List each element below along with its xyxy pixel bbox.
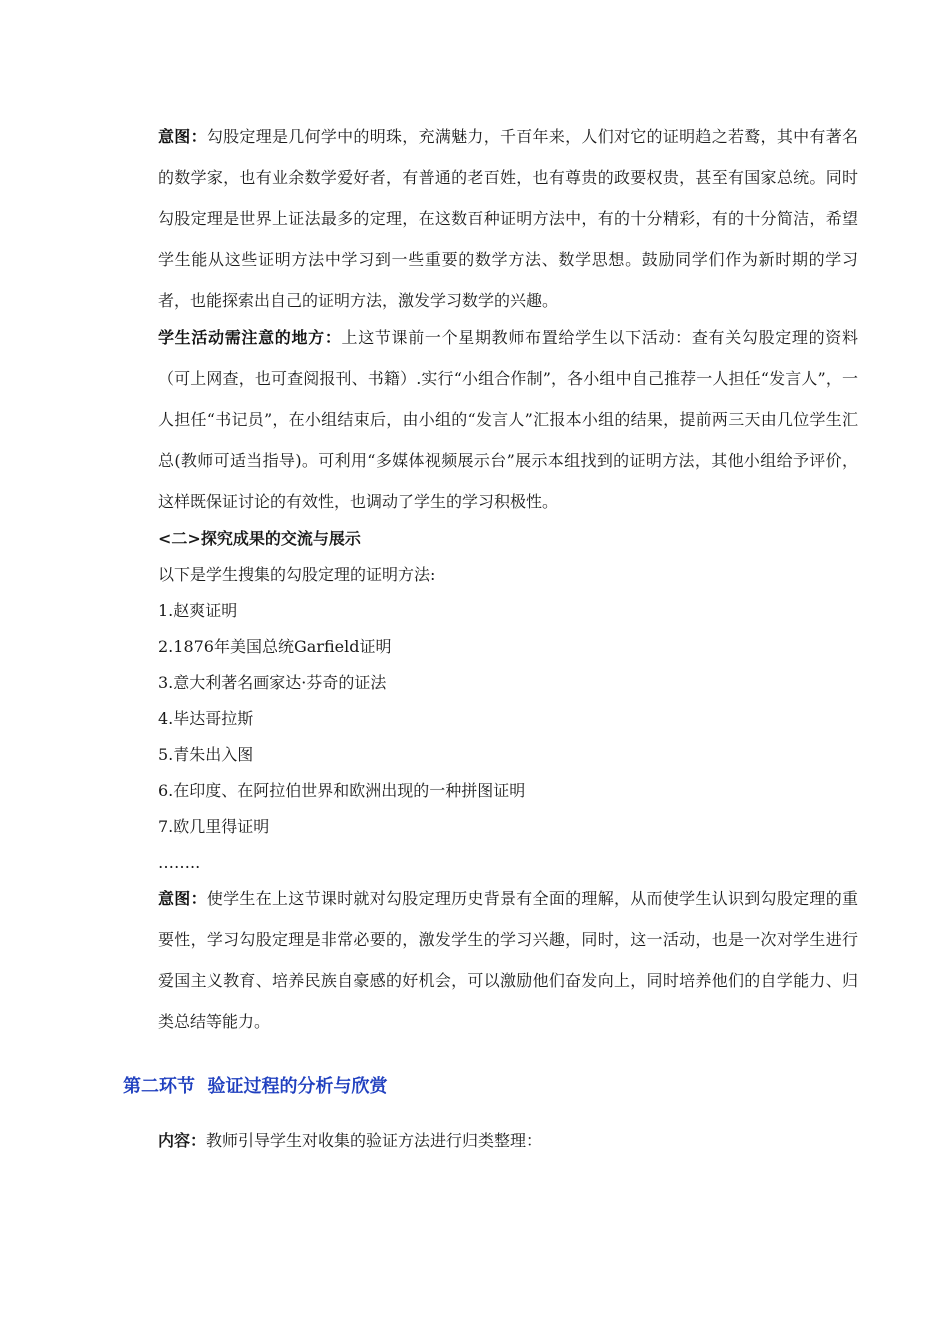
method-item: 7.欧几里得证明 — [158, 817, 270, 836]
method-item: 1.赵爽证明 — [158, 601, 238, 620]
activity-note-paragraph — [158, 317, 858, 522]
method-item: 3.意大利著名画家达·芬奇的证法 — [158, 673, 387, 692]
content-label: 内容： — [158, 1131, 207, 1150]
intent-text: 勾股定理是几何学中的明珠，充满魅力，千百年来，人们对它的证明趋之若鹜，其中有著名的数学家，也有业余数学爱好者，有普通的老百姓，也有尊贵的政要权贵，甚至有国家总统。同时勾股定理是世界上证法最多的定理，在这数百种证明方法中，有的十分精彩，有的十分简洁，希望学生能从这些证明方法中学习到一些重要的数学方法、数学思想。鼓励同学们作为新时期的学习者，也能探索出自己的证明方法，激发学习数学的兴趣。 — [158, 127, 858, 310]
list-intro: 以下是学生搜集的勾股定理的证明方法: — [158, 565, 436, 584]
method-item: 2.1876年美国总统Garfield证明 — [158, 637, 392, 656]
intent-paragraph-1 — [158, 116, 858, 321]
content-text: 教师引导学生对收集的验证方法进行归类整理： — [206, 1131, 543, 1150]
activity-note-text: 上这节课前一个星期教师布置给学生以下活动：查有关勾股定理的资料（可上网查，也可查阅报刊、书籍）.实行“小组合作制”，各小组中自己推荐一人担任“发言人”，一人担任“书记员”，在小组结束后，由小组的“发言人”汇报本小组的结果，提前两三天由几位学生汇总(教师可适当指导)。可利用“多媒体视频展示台”展示本组找到的证明方法，其他小组给予评价，这样既保证讨论的有效性，也调动了学生的学习积极性。 — [158, 328, 858, 511]
method-item: 6.在印度、在阿拉伯世界和欧洲出现的一种拼图证明 — [158, 781, 526, 800]
intent-text: 使学生在上这节课时就对勾股定理历史背景有全面的理解，从而使学生认识到勾股定理的重要性，学习勾股定理是非常必要的，激发学生的学习兴趣，同时，这一活动，也是一次对学生进行爱国主义教育、培养民族自豪感的好机会，可以激励他们奋发向上，同时培养他们的自学能力、归类总结等能力。 — [158, 889, 858, 1031]
section-title: 第二环节 验证过程的分析与欣赏 — [123, 1076, 388, 1097]
subsection-title: <二>探究成果的交流与展示 — [158, 529, 361, 548]
activity-note-label: 学生活动需注意的地方： — [158, 328, 342, 347]
intent-paragraph-2 — [158, 878, 858, 1042]
intent-label: 意图： — [158, 889, 207, 908]
content-line — [158, 1131, 542, 1151]
intent-label: 意图： — [158, 127, 207, 146]
method-item: 5.青朱出入图 — [158, 745, 254, 764]
method-item: 4.毕达哥拉斯 — [158, 709, 254, 728]
ellipsis: …….. — [158, 853, 201, 872]
